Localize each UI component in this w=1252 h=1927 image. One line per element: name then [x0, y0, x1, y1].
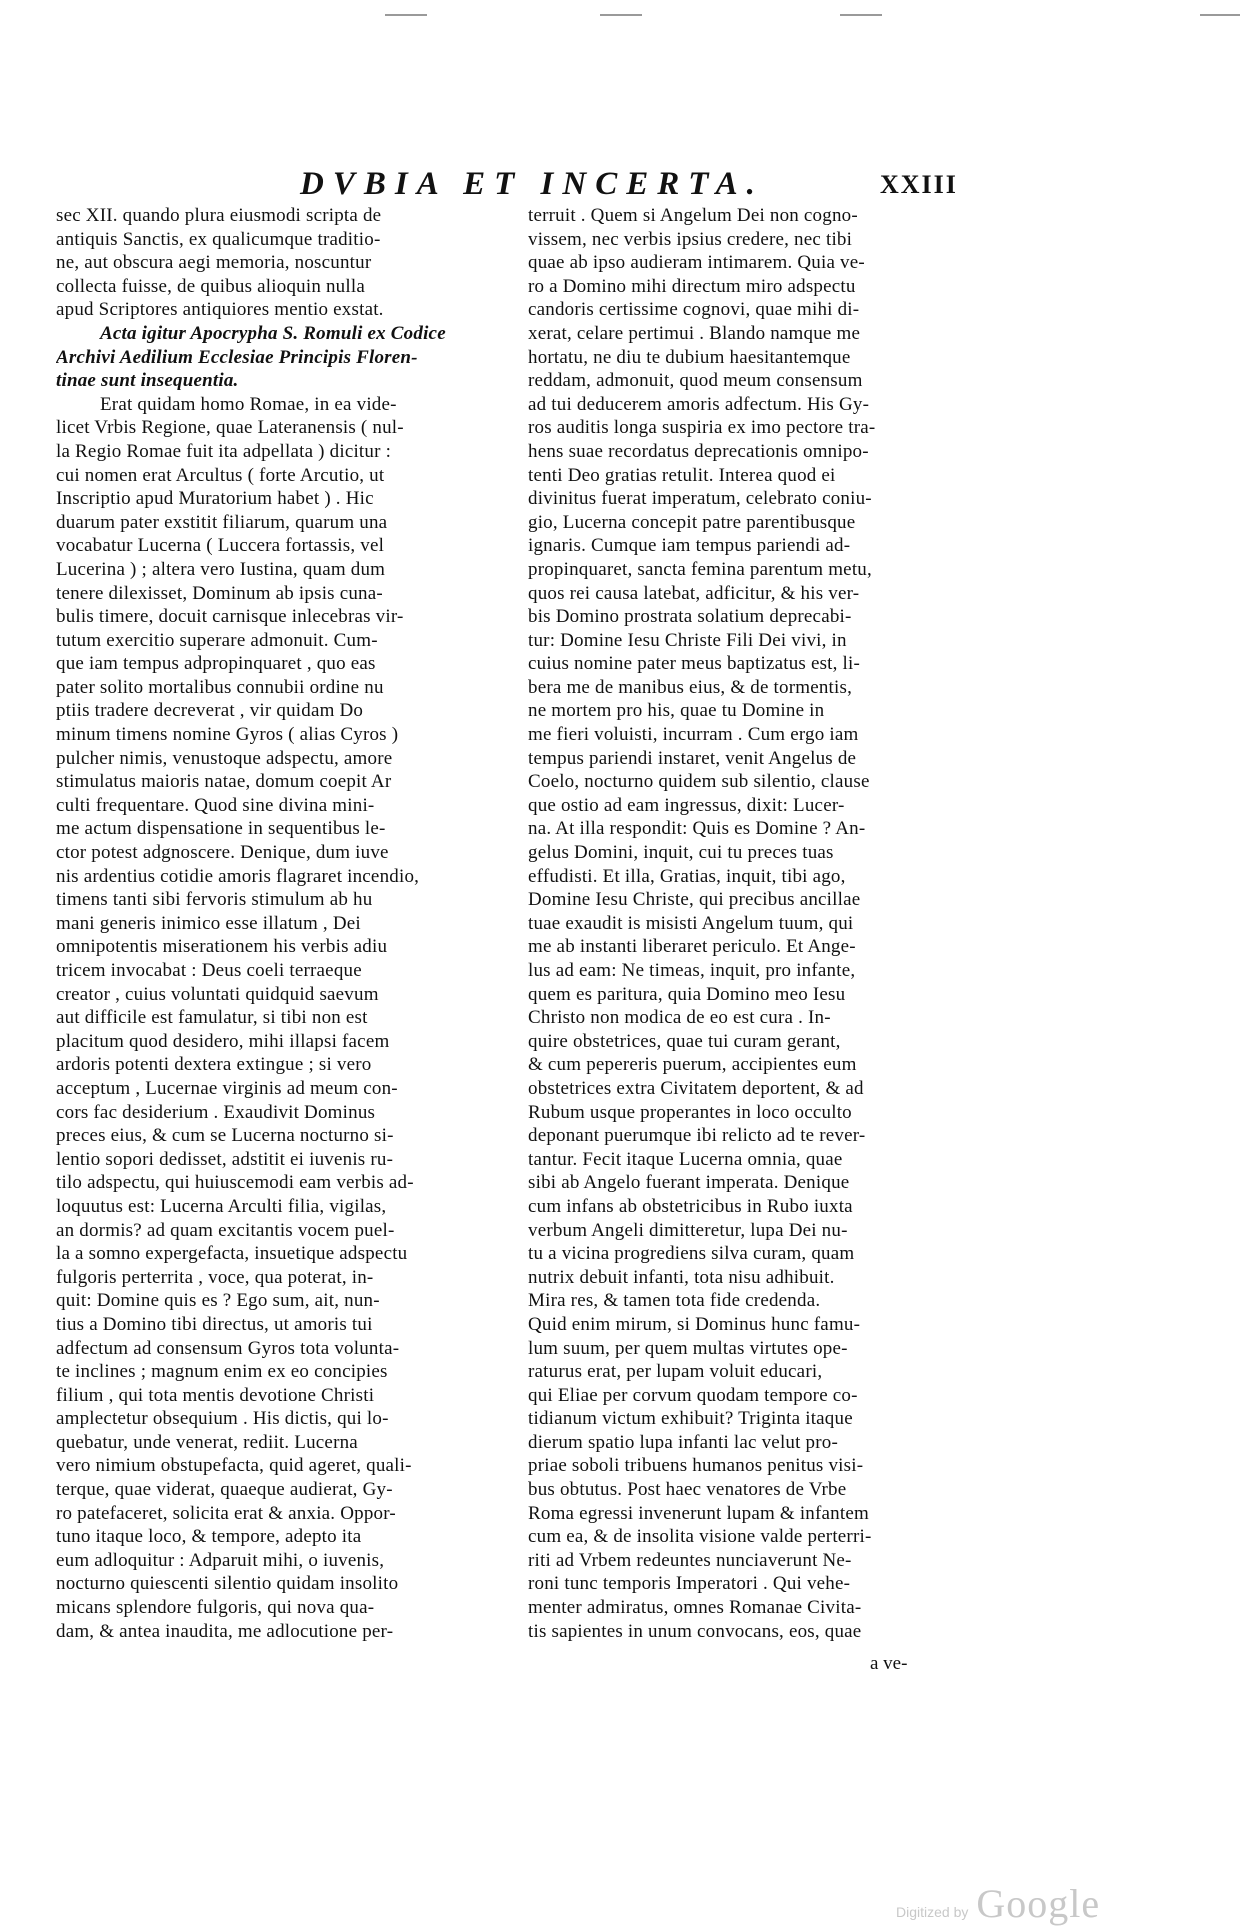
page-number: XXIII	[880, 170, 958, 199]
left-column-line: preces eius, & cum se Lucerna nocturno si-	[56, 1125, 394, 1147]
left-column-line: timens tanti sibi fervoris stimulum ab hu	[56, 889, 373, 911]
left-column-line: Erat quidam homo Romae, in ea vide-	[100, 393, 397, 415]
right-column-line: candoris certissime cognovi, quae mihi di-	[528, 299, 860, 321]
watermark-logo-text: Google	[976, 1881, 1101, 1926]
top-rule-2	[600, 14, 642, 16]
left-column-line: lentio sopori dedisset, adstitit ei iuvenis ru-	[56, 1148, 394, 1170]
top-rule-4	[1200, 14, 1240, 16]
left-column-line: sec XII. quando plura eiusmodi scripta de	[56, 205, 382, 226]
left-text-column	[56, 204, 506, 1643]
left-column-line: aut difficile est famulatur, si tibi non est	[56, 1007, 368, 1029]
right-column-line: bera me de manibus eius, & de tormentis,	[528, 676, 853, 698]
right-column-line: ne mortem pro his, quae tu Domine in	[528, 700, 825, 722]
right-column-line: roni tunc temporis Imperatori . Qui vehe-	[528, 1573, 851, 1595]
right-column-line: me fieri voluisti, incurram . Cum ergo iam	[528, 724, 859, 746]
right-column-line: gio, Lucerna concepit patre parentibusque	[528, 511, 856, 533]
watermark-small-text: Digitized by	[896, 1904, 969, 1920]
left-column-line: te inclines ; magnum enim ex eo concipies	[56, 1361, 388, 1383]
left-column-line: me actum dispensatione in sequentibus le-	[56, 818, 386, 840]
right-column-line: tur: Domine Iesu Christe Fili Dei vivi, in	[528, 629, 847, 651]
left-column-line: Lucerina ) ; altera vero Iustina, quam dum	[56, 558, 386, 580]
left-column-line: cors fac desiderium . Exaudivit Dominus	[56, 1101, 376, 1123]
left-column-line: vocabatur Lucerna ( Luccera fortassis, vel	[56, 535, 385, 557]
right-column-line: priae soboli tribuens humanos penitus visi-	[528, 1455, 864, 1477]
right-column-line: cum ea, & de insolita visione valde perterri-	[528, 1526, 872, 1548]
left-column-line: loquutus est: Lucerna Arculti filia, vigilas,	[56, 1195, 387, 1217]
right-column-line: Rubum usque properantes in loco occulto	[528, 1101, 852, 1123]
left-column-line: mani generis inimico esse illatum , Dei	[56, 912, 361, 934]
left-column-line: filium , qui tota mentis devotione Christi	[56, 1384, 375, 1406]
left-column-line: nocturno quiescenti silentio quidam insolito	[56, 1573, 399, 1595]
left-column-line: placitum quod desidero, mihi illapsi facem	[56, 1030, 390, 1052]
left-column-line: tuno itaque loco, & tempore, adepto ita	[56, 1526, 362, 1548]
left-column-line: acceptum , Lucernae virginis ad meum con-	[56, 1077, 398, 1099]
right-column-line: menter admiratus, omnes Romanae Civita-	[528, 1597, 862, 1619]
left-column-line: nis ardentius cotidie amoris flagraret incendio,	[56, 865, 420, 887]
left-column-line: minum timens nomine Gyros ( alias Cyros )	[56, 724, 399, 746]
right-column-line: quire obstetrices, quae tui curam gerant,	[528, 1030, 841, 1052]
running-title: DVBIA ET INCERTA.	[300, 166, 764, 202]
right-column-line: Quid enim mirum, si Dominus hunc famu-	[528, 1313, 861, 1335]
right-column-line: sibi ab Angelo fuerant imperata. Denique	[528, 1172, 850, 1194]
right-column-line: tu a vicina progrediens silva curam, quam	[528, 1243, 855, 1265]
right-column-line: bis Domino prostrata solatium deprecabi-	[528, 606, 852, 628]
left-column-line: antiquis Sanctis, ex qualicumque traditio-	[56, 228, 381, 250]
right-column-line: reddam, admonuit, quod meum consensum	[528, 370, 863, 392]
right-column-line: verbum Angeli dimitteretur, lupa Dei nu-	[528, 1219, 848, 1241]
left-column-line: an dormis? ad quam excitantis vocem puel-	[56, 1219, 395, 1241]
right-column-line: divinitus fuerat imperatum, celebrato coniu-	[528, 488, 872, 510]
right-column-line: gelus Domini, inquit, cui tu preces tuas	[528, 842, 834, 864]
left-column-line: tinae sunt insequentia.	[56, 370, 239, 392]
right-column-line: raturus erat, per lupam voluit educari,	[528, 1361, 823, 1383]
left-column-line: tilo adspectu, qui huiuscemodi eam verbis ad-	[56, 1172, 414, 1194]
left-column-line: Inscriptio apud Muratorium habet ) . Hic	[56, 488, 374, 510]
right-column-line: vissem, nec verbis ipsius credere, nec tibi	[528, 228, 853, 250]
left-column-line: quit: Domine quis es ? Ego sum, ait, nun-	[56, 1290, 380, 1312]
right-column-line: quae ab ipso audieram intimarem. Quia ve-	[528, 252, 865, 274]
left-column-line: ptiis tradere decreverat , vir quidam Do	[56, 700, 364, 722]
left-column-line: ardoris potenti dextera extingue ; si vero	[56, 1054, 372, 1076]
left-column-line: quebatur, unde venerat, rediit. Lucerna	[56, 1431, 358, 1453]
right-column-line: obstetrices extra Civitatem deportent, & ad	[528, 1077, 864, 1099]
right-column-line: que ostio ad eam ingressus, dixit: Lucer-	[528, 794, 845, 816]
left-column-line: ro patefaceret, solicita erat & anxia. Oppor-	[56, 1502, 396, 1524]
right-column-line: Domine Iesu Christe, qui precibus ancillae	[528, 889, 861, 911]
left-column-line: apud Scriptores antiquiores mentio exstat.	[56, 299, 384, 321]
right-column-line: propinquaret, sancta femina parentum metu,	[528, 558, 872, 580]
left-column-line: amplectetur obsequium . His dictis, qui lo-	[56, 1408, 389, 1430]
right-column-line: cuius nomine pater meus baptizatus est, li-	[528, 653, 861, 675]
left-column-line: Acta igitur Apocrypha S. Romuli ex Codice	[100, 322, 446, 344]
left-column-line: creator , cuius voluntati quidquid saevum	[56, 983, 379, 1005]
right-column-line: tantur. Fecit itaque Lucerna omnia, quae	[528, 1148, 843, 1170]
left-column-line: adfectum ad consensum Gyros tota volunta-	[56, 1337, 400, 1359]
right-column-line: riti ad Vrbem redeuntes nunciaverunt Ne-	[528, 1549, 852, 1571]
right-column-line: ignaris. Cumque iam tempus pariendi ad-	[528, 535, 851, 557]
right-column-line: cum infans ab obstetricibus in Rubo iuxta	[528, 1195, 853, 1217]
left-column-line: la Regio Romae fuit ita adpellata ) dicitur :	[56, 440, 392, 462]
right-column-line: hens suae recordatus deprecationis omnipo-	[528, 440, 869, 462]
left-column-line: eum adloquitur : Adparuit mihi, o iuvenis,	[56, 1549, 385, 1571]
right-column-line: tenti Deo gratias retulit. Interea quod ei	[528, 464, 836, 486]
right-column-line: tempus pariendi instaret, venit Angelus de	[528, 747, 857, 769]
right-column-line: ros auditis longa suspiria ex imo pectore tra-	[528, 417, 876, 439]
left-column-line: micans splendore fulgoris, qui nova qua-	[56, 1597, 375, 1619]
left-column-line: pater solito mortalibus connubii ordine nu	[56, 676, 384, 698]
left-column-line: tricem invocabat : Deus coeli terraeque	[56, 960, 362, 981]
catchword: a ve-	[870, 1653, 908, 1674]
left-column-line: pulcher nimis, venustoque adspectu, amore	[56, 747, 393, 769]
right-column-line: nutrix debuit infanti, tota nisu adhibuit.	[528, 1266, 835, 1288]
right-column-line: lus ad eam: Ne timeas, inquit, pro infante,	[528, 960, 856, 981]
left-column-line: cui nomen erat Arcultus ( forte Arcutio, ut	[56, 464, 385, 486]
right-column-line: hortatu, ne diu te dubium haesitantemque	[528, 346, 851, 368]
page-header	[0, 166, 1252, 206]
right-column-line: Coelo, nocturno quidem sub silentio, clause	[528, 771, 870, 793]
right-column-line: lum suum, per quem multas virtutes ope-	[528, 1337, 848, 1359]
right-column-line: ad tui deducerem amoris adfectum. His Gy-	[528, 393, 870, 415]
right-column-line: Christo non modica de eo est cura . In-	[528, 1007, 831, 1029]
left-column-line: terque, quae viderat, quaeque audierat, Gy-	[56, 1479, 393, 1501]
left-column-line: dam, & antea inaudita, me adlocutione per-	[56, 1620, 394, 1642]
left-column-line: omnipotentis miserationem his verbis adiu	[56, 936, 388, 958]
right-column-line: quos rei causa latebat, adficitur, & his ver-	[528, 582, 860, 604]
left-column-line: licet Vrbis Regione, quae Lateranensis ( nul-	[56, 417, 404, 439]
right-column-line: me ab instanti liberaret periculo. Et Ange-	[528, 936, 856, 958]
right-column-line: quem es paritura, quia Domino meo Iesu	[528, 983, 846, 1005]
right-column-line: effudisti. Et illa, Gratias, inquit, tibi ago,	[528, 865, 846, 887]
right-column-line: Mira res, & tamen tota fide credenda.	[528, 1290, 821, 1312]
left-column-line: bulis timere, docuit carnisque inlecebras vir-	[56, 606, 404, 628]
right-column-line: dierum spatio lupa infanti lac velut pro-	[528, 1431, 839, 1453]
top-rule-3	[840, 14, 882, 16]
right-column-line: Roma egressi invenerunt lupam & infantem	[528, 1502, 869, 1524]
left-column-line: ne, aut obscura aegi memoria, noscuntur	[56, 252, 372, 274]
right-column-line: xerat, celare pertimui . Blando namque me	[528, 322, 861, 344]
right-column-line: terruit . Quem si Angelum Dei non cogno-	[528, 205, 858, 226]
digitized-by-google-watermark	[896, 1880, 1100, 1927]
left-column-line: culti frequentare. Quod sine divina mini-	[56, 794, 375, 816]
left-column-line: duarum pater exstitit filiarum, quarum una	[56, 511, 388, 533]
right-text-column	[528, 204, 958, 1643]
right-column-line: deponant puerumque ibi relicto ad te rever-	[528, 1125, 866, 1147]
top-rule-1	[385, 14, 427, 16]
right-column-line: bus obtutus. Post haec venatores de Vrbe	[528, 1479, 847, 1501]
right-column-line: na. At illa respondit: Quis es Domine ? An-	[528, 818, 866, 840]
left-column-line: la a somno expergefacta, insuetique adspectu	[56, 1243, 408, 1265]
right-column-line: ro a Domino mihi directum miro adspectu	[528, 275, 856, 297]
left-column-line: vero nimium obstupefacta, quid ageret, quali-	[56, 1455, 412, 1477]
left-column-line: collecta fuisse, de quibus alioquin nulla	[56, 275, 365, 297]
left-column-line: Archivi Aedilium Ecclesiae Principis Floren-	[56, 346, 418, 368]
left-column-line: que iam tempus adpropinquaret , quo eas	[56, 653, 376, 675]
left-column-line: ctor potest adgnoscere. Denique, dum iuve	[56, 842, 389, 864]
left-column-line: stimulatus maioris natae, domum coepit Ar	[56, 771, 392, 793]
left-column-line: tius a Domino tibi directus, ut amoris tui	[56, 1313, 373, 1335]
right-column-line: & cum pepereris puerum, accipientes eum	[528, 1054, 857, 1076]
left-column-line: tenere dilexisset, Dominum ab ipsis cuna-	[56, 582, 383, 604]
left-column-line: tutum exercitio superare admonuit. Cum-	[56, 629, 378, 651]
right-column-line: tis sapientes in unum convocans, eos, quae	[528, 1620, 862, 1642]
left-column-line: fulgoris perterrita , voce, qua poterat, in-	[56, 1266, 374, 1288]
right-column-line: tidianum victum exhibuit? Triginta itaque	[528, 1408, 853, 1430]
right-column-line: tuae exaudit is misisti Angelum tuum, qui	[528, 912, 854, 934]
right-column-line: qui Eliae per corvum quodam tempore co-	[528, 1384, 858, 1406]
